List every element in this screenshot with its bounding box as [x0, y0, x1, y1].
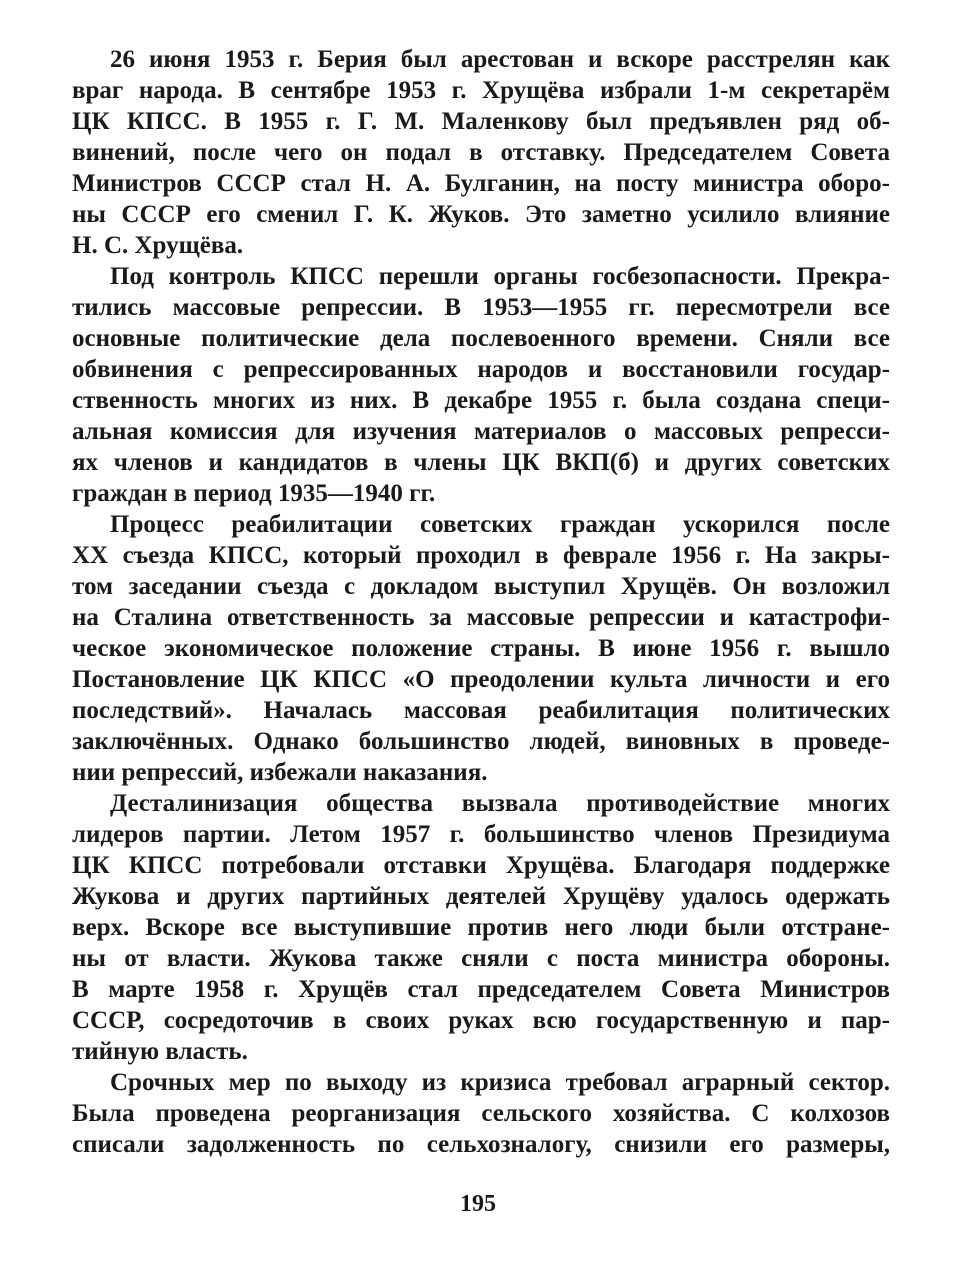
text-line: граждан в период 1935—1940 гг.	[72, 480, 436, 507]
text-line: ЦК КПСС потребовали отставки Хрущёва. Благодаря поддержке	[72, 852, 890, 879]
paragraph	[72, 261, 890, 509]
paragraph	[72, 44, 890, 261]
text-line: Срочных мер по выходу из кризиса требовал аграрный сектор.	[110, 1069, 890, 1096]
text-line: верх. Вскоре все выступившие против него люди были отстране-	[72, 914, 890, 941]
text-line: XX съезда КПСС, который проходил в феврале 1956 г. На закры-	[72, 542, 890, 569]
text-line: ны от власти. Жукова также сняли с поста министра обороны.	[72, 945, 890, 972]
text-line: винений, после чего он подал в отставку. Председателем Совета	[72, 139, 890, 166]
text-line: Постановление ЦК КПСС «О преодолении культа личности и его	[72, 666, 890, 693]
text-line: тились массовые репрессии. В 1953—1955 гг. пересмотрели все	[72, 294, 890, 321]
text-line: ственность многих из них. В декабре 1955 г. была создана специ-	[72, 387, 890, 414]
text-line: обвинения с репрессированных народов и восстановили государ-	[72, 356, 890, 383]
text-line: Процесс реабилитации советских граждан ускорился после	[110, 511, 890, 538]
text-line: Министров СССР стал Н. А. Булганин, на посту министра оборо-	[72, 170, 890, 197]
paragraph	[72, 1067, 890, 1160]
text-line: Была проведена реорганизация сельского хозяйства. С колхозов	[72, 1100, 890, 1127]
text-line: СССР, сосредоточив в своих руках всю государственную и пар-	[72, 1007, 890, 1034]
text-line: ческое экономическое положение страны. В июне 1956 г. вышло	[72, 635, 890, 662]
paragraph	[72, 788, 890, 1067]
text-line: заключённых. Однако большинство людей, виновных в проведе-	[72, 728, 890, 755]
text-line: враг народа. В сентябре 1953 г. Хрущёва избрали 1-м секретарём	[72, 77, 890, 104]
text-line: том заседании съезда с докладом выступил Хрущёв. Он возложил	[72, 573, 890, 600]
page-number: 195	[460, 1191, 496, 1217]
text-line: Жукова и других партийных деятелей Хрущёву удалось одержать	[72, 883, 890, 910]
text-line: альная комиссия для изучения материалов о массовых репресси-	[72, 418, 890, 445]
text-line: тийную власть.	[72, 1038, 248, 1065]
text-line: ны СССР его сменил Г. К. Жуков. Это заметно усилило влияние	[72, 201, 890, 228]
text-line: нии репрессий, избежали наказания.	[72, 759, 488, 786]
text-line: списали задолженность по сельхозналогу, снизили его размеры,	[72, 1131, 890, 1158]
text-line: Десталинизация общества вызвала противодействие многих	[110, 790, 890, 817]
page-text	[72, 44, 890, 1160]
text-line: 26 июня 1953 г. Берия был арестован и вскоре расстрелян как	[110, 46, 890, 73]
text-line: ях членов и кандидатов в члены ЦК ВКП(б) и других советских	[72, 449, 890, 476]
text-line: лидеров партии. Летом 1957 г. большинство членов Президиума	[72, 821, 890, 848]
text-line: последствий». Началась массовая реабилитация политических	[72, 697, 890, 724]
text-line: на Сталина ответственность за массовые репрессии и катастрофи-	[72, 604, 890, 631]
text-line: ЦК КПСС. В 1955 г. Г. М. Маленкову был предъявлен ряд об-	[72, 108, 890, 135]
text-line: Н. С. Хрущёва.	[72, 232, 244, 259]
text-line: В марте 1958 г. Хрущёв стал председателем Совета Министров	[72, 976, 890, 1003]
text-line: Под контроль КПСС перешли органы госбезопасности. Прекра-	[110, 263, 890, 290]
paragraph	[72, 509, 890, 788]
text-line: основные политические дела послевоенного времени. Сняли все	[72, 325, 890, 352]
